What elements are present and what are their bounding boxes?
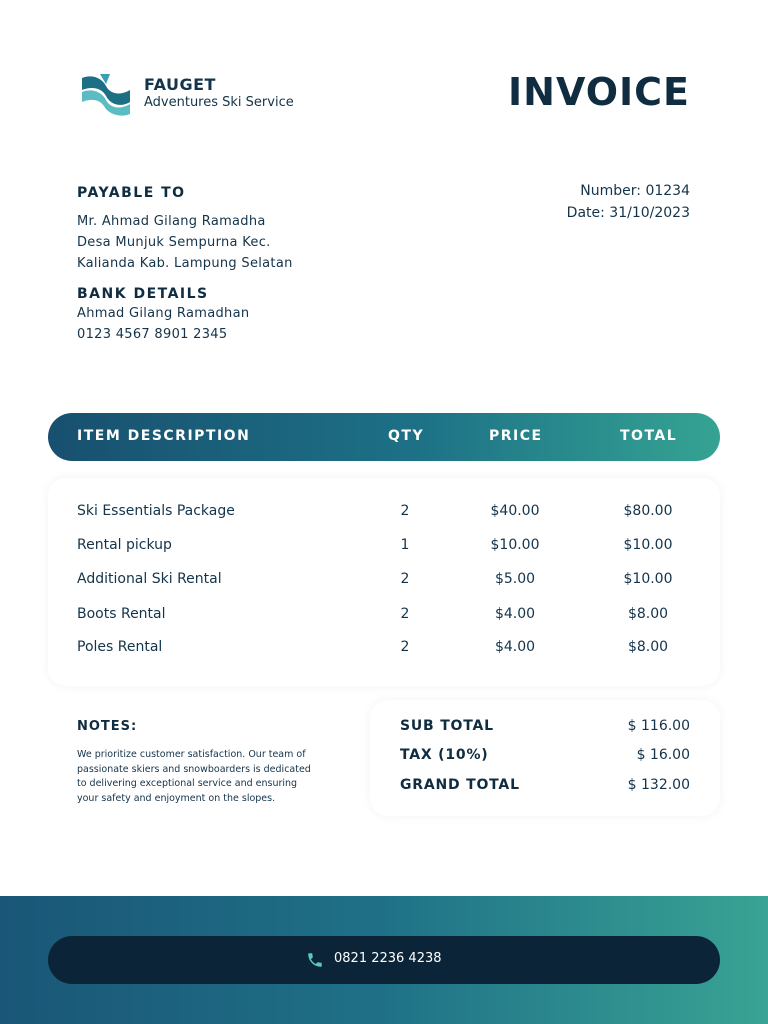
table-row: [48, 571, 720, 591]
row-qty: 2: [400, 503, 410, 519]
row-price: $40.00: [490, 503, 540, 519]
notes-line: to delivering exceptional service and ensuring: [77, 778, 298, 789]
row-description: Ski Essentials Package: [77, 503, 235, 519]
payable-to-label: PAYABLE TO: [77, 185, 186, 201]
row-qty: 2: [400, 606, 410, 622]
header-total: TOTAL: [620, 428, 678, 444]
items-table-header: [48, 413, 720, 461]
payable-to-line: Mr. Ahmad Gilang Ramadha: [77, 214, 266, 229]
tax-value: $ 16.00: [636, 747, 690, 763]
footer: [0, 896, 768, 1024]
bank-details-label: BANK DETAILS: [77, 286, 209, 302]
row-total: $8.00: [627, 606, 669, 622]
bank-details: [77, 303, 249, 345]
phone-icon: [306, 951, 324, 969]
table-row: [48, 503, 720, 523]
subtotal-label: SUB TOTAL: [400, 718, 494, 734]
row-description: Boots Rental: [77, 606, 166, 622]
row-total: $10.00: [623, 537, 673, 553]
payable-to-line: Kalianda Kab. Lampung Selatan: [77, 256, 293, 271]
header-qty: QTY: [388, 428, 425, 444]
row-qty: 1: [400, 537, 410, 553]
row-qty: 2: [400, 571, 410, 587]
invoice-date: Date: 31/10/2023: [566, 205, 690, 221]
notes-title: NOTES:: [77, 719, 138, 734]
brand-logo-icon: [80, 72, 132, 116]
notes-line: We prioritize customer satisfaction. Our team of: [77, 749, 306, 760]
phone-number[interactable]: 0821 2236 4238: [334, 951, 442, 966]
payable-to-address: [77, 211, 293, 274]
brand-subtitle: Adventures Ski Service: [144, 95, 294, 110]
row-price: $4.00: [494, 639, 536, 655]
invoice-meta: [567, 180, 690, 224]
table-row: [48, 606, 720, 626]
row-total: $80.00: [623, 503, 673, 519]
row-total: $8.00: [627, 639, 669, 655]
row-price: $5.00: [494, 571, 536, 587]
row-total: $10.00: [623, 571, 673, 587]
payable-to-line: Desa Munjuk Sempurna Kec.: [77, 235, 271, 250]
notes-body: [77, 748, 339, 806]
grand-total-label: GRAND TOTAL: [400, 777, 520, 793]
header-price: PRICE: [489, 428, 543, 444]
header-item-description: ITEM DESCRIPTION: [77, 428, 251, 444]
bank-account-number: 0123 4567 8901 2345: [77, 327, 228, 342]
table-row: [48, 537, 720, 557]
totals-summary: [370, 700, 720, 816]
invoice-number: Number: 01234: [580, 183, 690, 199]
contact-bar: [48, 936, 720, 984]
row-qty: 2: [400, 639, 410, 655]
table-row: [48, 639, 720, 659]
row-price: $4.00: [494, 606, 536, 622]
brand-name: FAUGET: [144, 75, 216, 94]
subtotal-value: $ 116.00: [627, 718, 690, 734]
notes-line: your safety and enjoyment on the slopes.: [77, 792, 276, 804]
notes-line: passionate skiers and snowboarders is dedicated: [77, 763, 311, 775]
grand-total-value: $ 132.00: [627, 777, 690, 793]
row-description: Poles Rental: [77, 639, 163, 655]
row-description: Additional Ski Rental: [77, 571, 222, 587]
row-price: $10.00: [490, 537, 540, 553]
invoice-title: INVOICE: [508, 70, 690, 114]
tax-label: TAX (10%): [400, 747, 489, 763]
row-description: Rental pickup: [77, 537, 172, 553]
bank-account-name: Ahmad Gilang Ramadhan: [77, 306, 250, 321]
items-table: [48, 478, 720, 686]
